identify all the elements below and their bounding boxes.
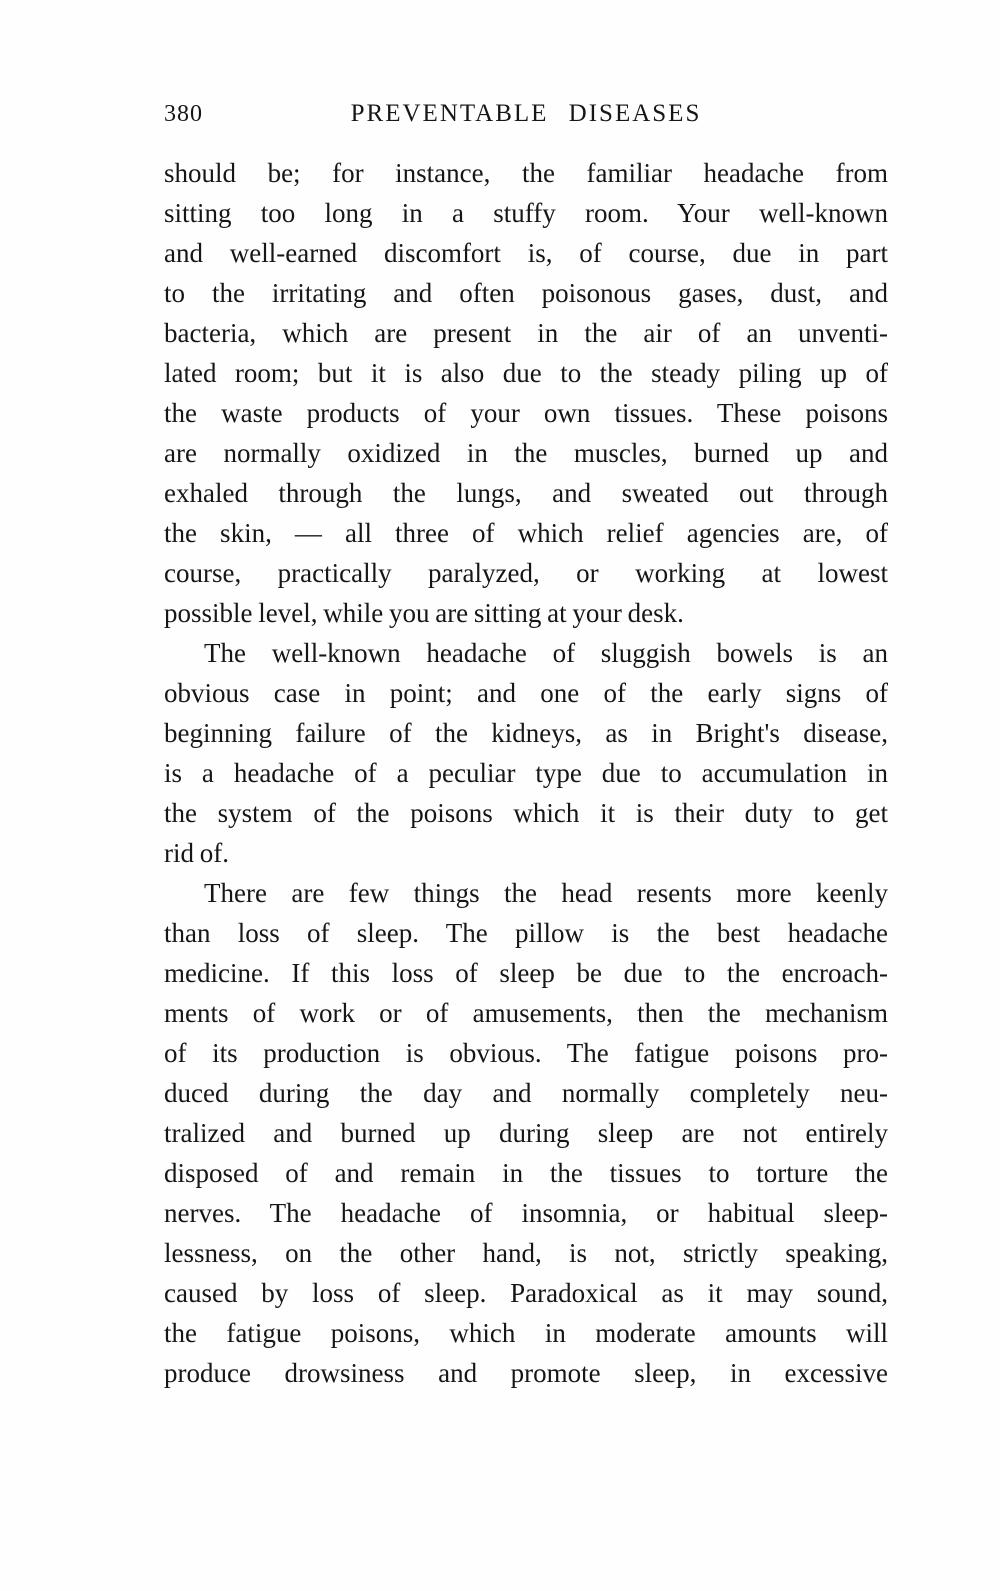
text-line: possible level, while you are sitting at your desk. [164,598,684,628]
text-body [164,153,888,1393]
text-line: should be; for instance, the familiar headache from [164,158,888,188]
paragraph [164,633,888,873]
text-line: are normally oxidized in the muscles, burned up and [164,438,888,468]
text-line: is a headache of a peculiar type due to accumulation in [164,758,888,788]
text-line: beginning failure of the kidneys, as in Bright's disease, [164,718,888,748]
text-line: to the irritating and often poisonous gases, dust, and [164,278,888,308]
text-line: than loss of sleep. The pillow is the best headache [164,918,888,948]
paragraph [164,873,888,1393]
running-header-title: PREVENTABLE DISEASES [350,100,702,127]
text-line: nerves. The headache of insomnia, or habitual sleep- [164,1198,888,1228]
paragraph [164,153,888,633]
text-line: medicine. If this loss of sleep be due to the encroach- [164,958,888,988]
text-line: bacteria, which are present in the air of an unventi- [164,318,888,348]
text-line: lessness, on the other hand, is not, strictly speaking, [164,1238,888,1268]
text-line: duced during the day and normally completely neu- [164,1078,888,1108]
text-line: rid of. [164,838,229,868]
page-number: 380 [164,101,203,127]
text-line: of its production is obvious. The fatigue poisons pro- [164,1038,888,1068]
text-line: lated room; but it is also due to the steady piling up of [164,358,888,388]
running-header [164,100,888,134]
text-line: the system of the poisons which it is their duty to get [164,798,888,828]
text-line: tralized and burned up during sleep are not entirely [164,1118,888,1148]
text-line: sitting too long in a stuffy room. Your well-known [164,198,888,228]
text-line: ments of work or of amusements, then the mechanism [164,998,888,1028]
text-line: The well-known headache of sluggish bowels is an [204,638,888,668]
text-line: the fatigue poisons, which in moderate amounts will [164,1318,888,1348]
text-line: the waste products of your own tissues. These poisons [164,398,888,428]
text-line: course, practically paralyzed, or working at lowest [164,558,888,588]
text-line: the skin, — all three of which relief agencies are, of [164,518,888,548]
text-line: obvious case in point; and one of the early signs of [164,678,888,708]
text-line: disposed of and remain in the tissues to torture the [164,1158,888,1188]
text-line: exhaled through the lungs, and sweated out through [164,478,888,508]
text-line: There are few things the head resents more keenly [204,878,888,908]
text-line: caused by loss of sleep. Paradoxical as it may sound, [164,1278,888,1308]
text-line: produce drowsiness and promote sleep, in excessive [164,1358,888,1388]
text-line: and well-earned discomfort is, of course, due in part [164,238,888,268]
